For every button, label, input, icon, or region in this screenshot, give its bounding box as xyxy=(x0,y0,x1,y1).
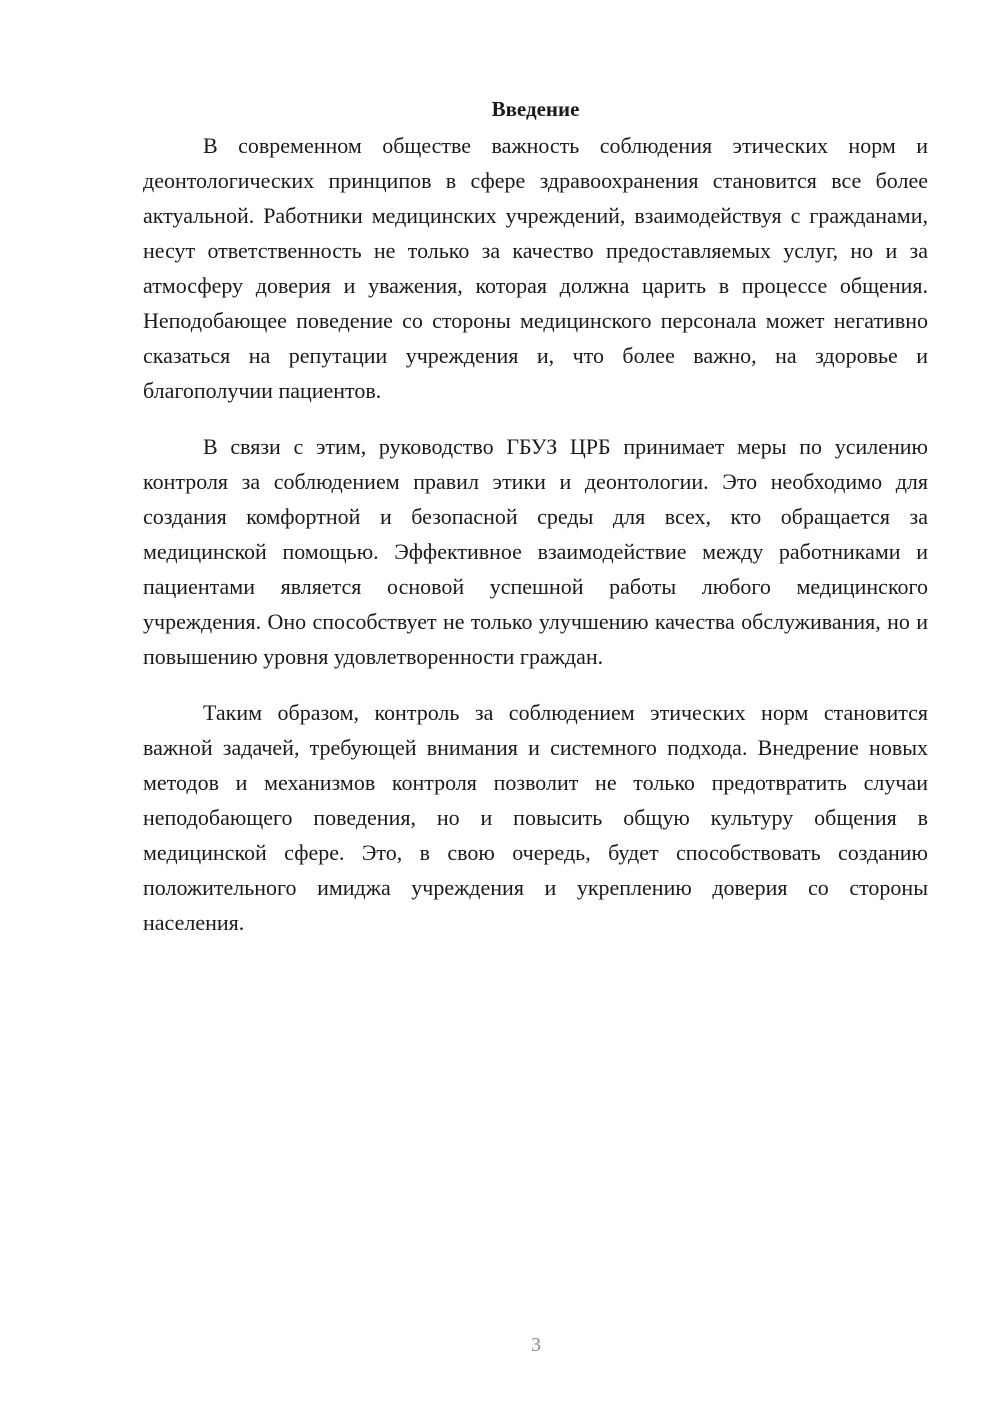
page-number: 3 xyxy=(531,1334,541,1356)
paragraph-2: В связи с этим, руководство ГБУЗ ЦРБ принимает меры по усилению контроля за соблюдением правил этики и деонтологии. Это необходимо для создания комфортной и безопасной среды для всех, кто обращается за медицинской помощью. Эффективное взаимодействие между работниками и пациентами является основой успешной работы любого медицинского учреждения. Оно способствует не только улучшению качества обслуживания, но и повышению уровня удовлетворенности граждан. xyxy=(143,434,928,669)
section-title: Введение xyxy=(491,97,580,121)
document-body xyxy=(143,92,928,961)
paragraph-1: В современном обществе важность соблюдения этических норм и деонтологических принципов в сфере здравоохранения становится все более актуальной. Работники медицинских учреждений, взаимодействуя с гражданами, несут ответственность не только за качество предоставляемых услуг, но и за атмосферу доверия и уважения, которая должна царить в процессе общения. Неподобающее поведение со стороны медицинского персонала может негативно сказаться на репутации учреждения и, что более важно, на здоровье и благополучии пациентов. xyxy=(143,133,928,403)
paragraph-3: Таким образом, контроль за соблюдением этических норм становится важной задачей, требующей внимания и системного подхода. Внедрение новых методов и механизмов контроля позволит не только предотвратить случаи неподобающего поведения, но и повысить общую культуру общения в медицинской сфере. Это, в свою очередь, будет способствовать созданию положительного имиджа учреждения и укреплению доверия со стороны населения. xyxy=(143,700,928,935)
